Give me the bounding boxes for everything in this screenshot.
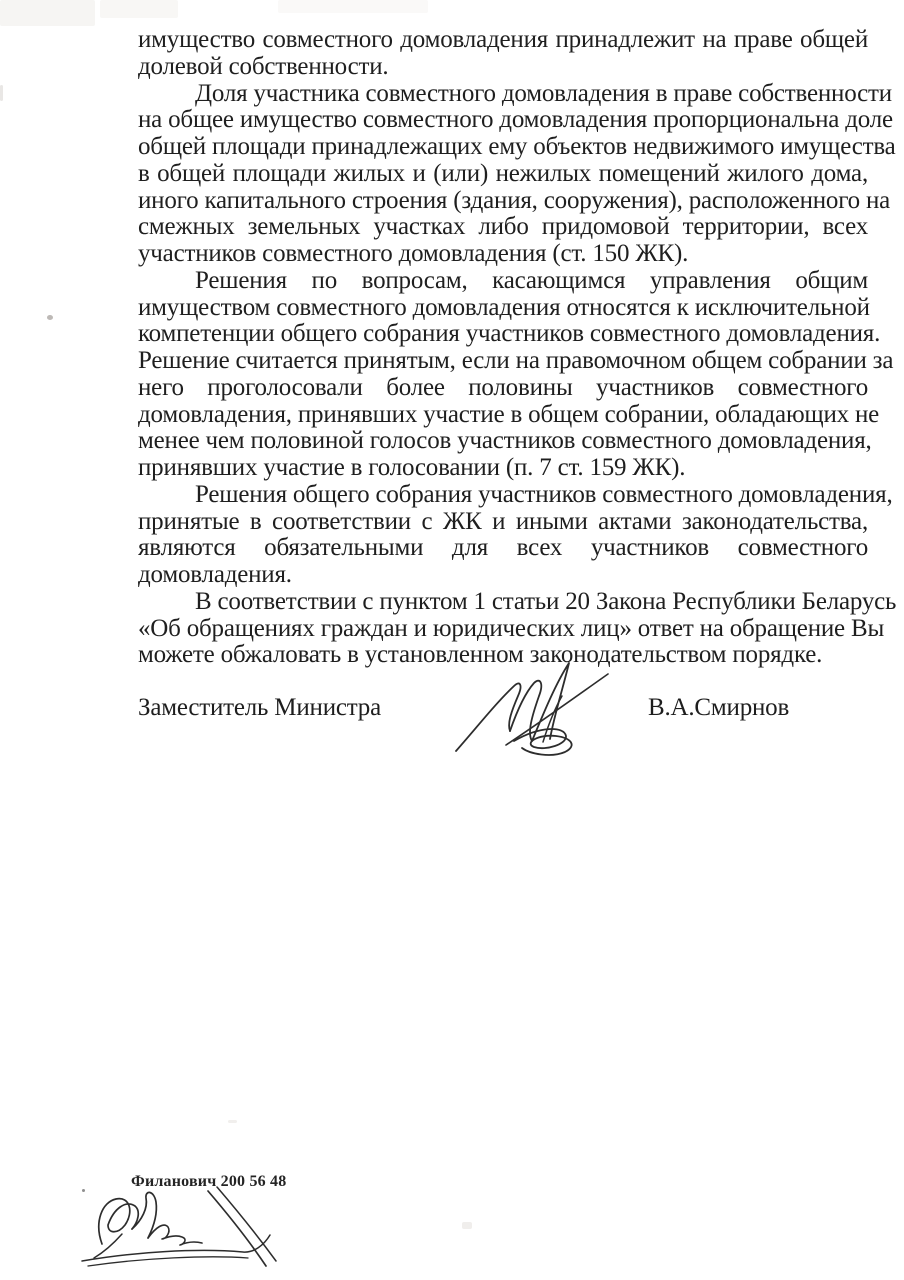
minister-signature-icon	[448, 652, 620, 760]
text-line: общей площади принадлежащих ему объектов недвижимого имущества	[138, 133, 896, 160]
text-line: В соответствии с пунктом 1 статьи 20 Закона Республики Беларусь	[195, 587, 897, 615]
scan-artifact	[278, 0, 428, 13]
text-line: принявших участие в голосовании (п. 7 ст. 159 ЖК).	[138, 454, 686, 481]
text-line: участников совместного домовладения (ст. 150 ЖК).	[138, 240, 689, 267]
text-line: в общей площади жилых и (или) нежилых помещений жилого дома,	[138, 159, 868, 187]
text-line: принятые в соответствии с ЖК и иными актами законодательства,	[138, 507, 868, 535]
paragraph	[138, 480, 893, 589]
text-line: Доля участника совместного домовладения в праве собственности	[195, 79, 892, 107]
text-line: Решения общего собрания участников совместного домовладения,	[195, 480, 893, 508]
letter-body-text	[138, 26, 897, 669]
text-line: являются обязательными для всех участников совместного	[138, 534, 868, 562]
executor-contact: Филанович 200 56 48	[131, 1173, 287, 1190]
text-line: компетенции общего собрания участников совместного домовладения.	[138, 320, 881, 348]
text-line: Решение считается принятым, если на правомочном общем собрании за	[138, 347, 894, 374]
paragraph	[138, 266, 894, 482]
text-line: иного капитального строения (здания, сооружения), расположенного на	[138, 186, 891, 214]
text-line: имущество совместного домовладения принадлежит на праве общей	[138, 26, 868, 53]
text-line: долевой собственности.	[138, 52, 389, 80]
text-line: «Об обращениях граждан и юридических лиц» ответ на обращение Вы	[138, 614, 885, 642]
text-line: можете обжаловать в установленном законодательством порядке.	[138, 641, 823, 669]
scan-artifact	[100, 0, 178, 18]
signer-name: В.А.Смирнов	[648, 694, 790, 721]
text-line: смежных земельных участках либо придомовой территории, всех	[138, 213, 868, 241]
scan-artifact	[462, 1222, 472, 1229]
text-line: него проголосовали более половины участников совместного	[138, 373, 868, 401]
text-line: домовладения.	[138, 561, 292, 588]
paragraph	[138, 27, 868, 81]
text-line: домовладения, принявших участие в общем собрании, обладающих не	[138, 400, 880, 428]
text-line: менее чем половиной голосов участников совместного домовладения,	[138, 427, 872, 455]
text-line: Решения по вопросам, касающимся управления общим	[195, 266, 868, 294]
signer-position-title: Заместитель Министра	[138, 694, 381, 721]
text-line: имуществом совместного домовладения относятся к исключительной	[138, 293, 870, 321]
scan-artifact	[228, 1120, 237, 1123]
text-line: на общее имущество совместного домовладения пропорциональна доле	[138, 106, 893, 134]
scan-artifact	[0, 85, 3, 101]
scan-artifact	[0, 0, 95, 26]
executor-signature-icon	[78, 1182, 288, 1274]
paragraph	[138, 79, 896, 268]
scan-artifact	[47, 315, 53, 320]
